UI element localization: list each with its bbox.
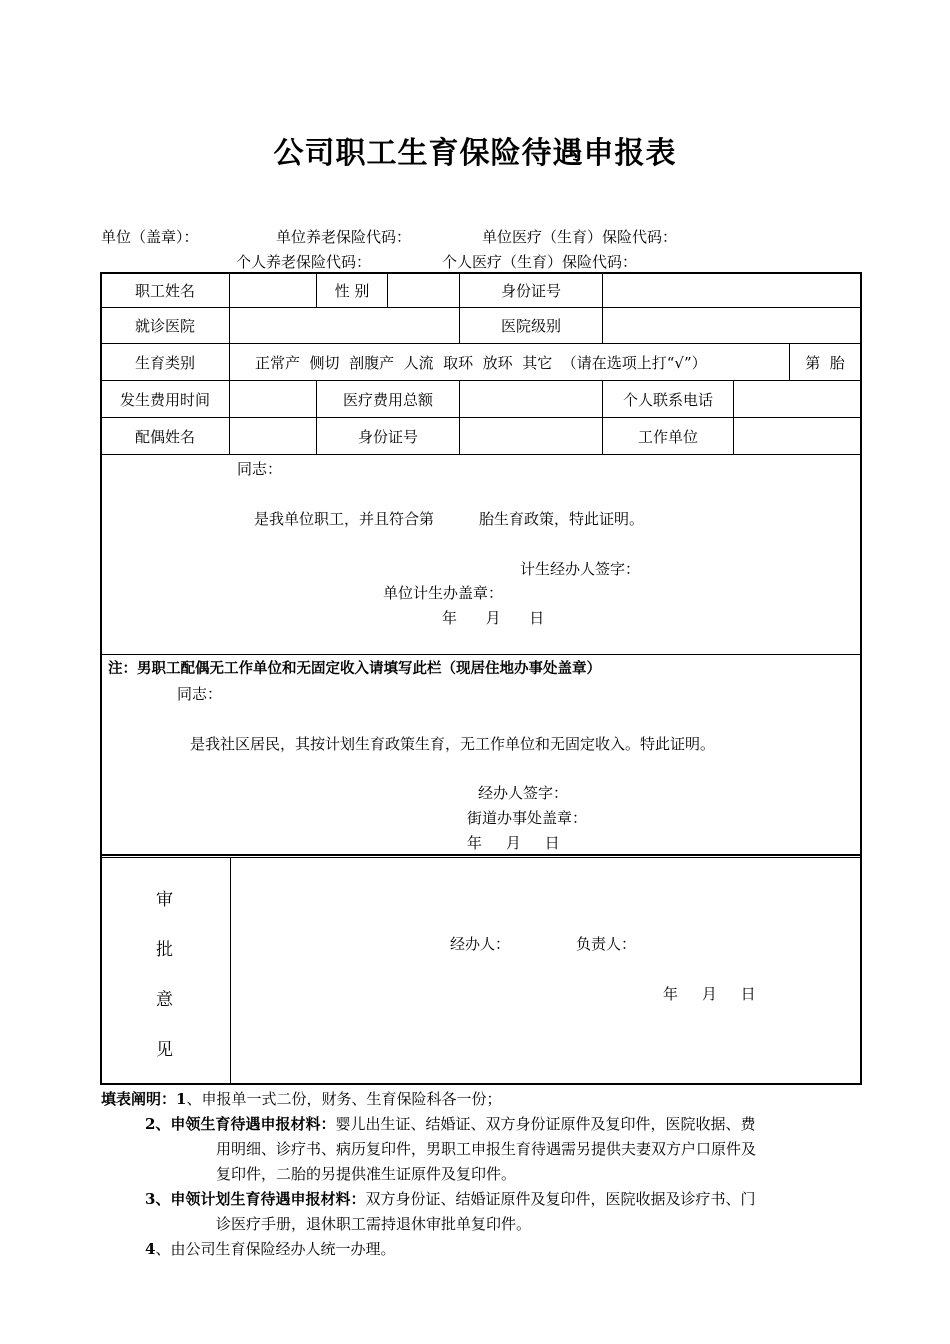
gender-label: 性 别: [334, 281, 370, 300]
work-unit-label: 工作单位: [637, 427, 698, 446]
id-number-label: 身份证号: [500, 281, 561, 300]
cert2-comrade: 同志：: [177, 685, 223, 703]
phone-field[interactable]: [734, 381, 860, 417]
employee-name-label: 职工姓名: [134, 281, 195, 300]
note-3-text-2: 诊医疗手册，退休职工需持退休审批单复印件。: [216, 1215, 532, 1233]
expense-total-field[interactable]: [460, 381, 602, 417]
note-1-text: 、申报单一式二份，财务、生育保险科各一份；: [186, 1090, 502, 1108]
id-number-field[interactable]: [603, 273, 860, 307]
cert1-comrade: 同志：: [237, 460, 283, 478]
approval-date: 年 月 日: [663, 985, 756, 1003]
birth-type-label: 生育类别: [134, 353, 195, 372]
approval-handler: 经办人：: [450, 935, 511, 953]
birth-order-label: 第 胎: [805, 353, 845, 372]
notes-label: 填表阐明：: [101, 1090, 177, 1108]
cert1-unit-seal: 单位计生办盖章：: [383, 584, 504, 602]
cert2-agent-sign: 经办人签字：: [478, 784, 569, 802]
spouse-id-field[interactable]: [460, 418, 602, 454]
note-3-heading: 3、申领计划生育待遇申报材料：: [145, 1190, 366, 1208]
note-2-text-1: 婴儿出生证、结婚证、双方身份证原件及复印件，医院收据、费: [335, 1115, 756, 1133]
approval-char-3: 意: [156, 990, 173, 1010]
cert1-agent-sign: 计生经办人签字：: [520, 560, 641, 578]
note-2-heading: 2、申领生育待遇申报材料：: [145, 1115, 336, 1133]
note-1-number: 1: [176, 1090, 187, 1108]
gender-field[interactable]: [388, 273, 459, 307]
note-4-text: 、由公司生育保险经办人统一办理。: [155, 1240, 396, 1258]
hospital-label: 就诊医院: [134, 317, 195, 335]
spouse-id-label: 身份证号: [357, 427, 418, 446]
note-3-text-1: 双方身份证、结婚证原件及复印件，医院收据及诊疗书、门: [365, 1190, 756, 1208]
personal-pension-code-label: 个人养老保险代码：: [236, 253, 372, 271]
cert2-note: 注：男职工配偶无工作单位和无固定收入请填写此栏（现居住地办事处盖章）: [108, 660, 601, 677]
employee-name-field[interactable]: [230, 273, 316, 307]
hospital-level-field[interactable]: [603, 308, 860, 343]
work-unit-field[interactable]: [734, 418, 860, 454]
spouse-name-label: 配偶姓名: [134, 427, 195, 446]
spouse-name-field[interactable]: [230, 418, 316, 454]
note-2-text-2: 用明细、诊疗书、病历复印件，男职工申报生育待遇需另提供夫妻双方户口原件及: [216, 1140, 757, 1158]
hospital-field[interactable]: [230, 308, 459, 343]
note-4-number: 4: [145, 1240, 156, 1258]
cert2-date: 年 月 日: [467, 834, 560, 852]
expense-time-field[interactable]: [230, 381, 316, 417]
note-2-text-3: 复印件，二胎的另提供准生证原件及复印件。: [216, 1165, 517, 1183]
expense-total-label: 医疗费用总额: [342, 390, 433, 409]
approval-char-4: 见: [156, 1040, 173, 1060]
cert1-date: 年 月 日: [442, 609, 545, 627]
hospital-level-label: 医院级别: [500, 317, 561, 335]
page-title: 公司职工生育保险待遇申报表: [273, 136, 677, 171]
approval-principal: 负责人：: [576, 935, 637, 953]
cert2-body: 是我社区居民，其按计划生育政策生育，无工作单位和无固定收入。特此证明。: [190, 735, 716, 753]
cert1-body-b: 胎生育政策，特此证明。: [479, 510, 645, 528]
birth-type-options[interactable]: 正常产 侧切 剖腹产 人流 取环 放环 其它 （请在选项上打“√”）: [255, 354, 707, 372]
phone-label: 个人联系电话: [622, 390, 713, 409]
expense-time-label: 发生费用时间: [119, 390, 210, 409]
pension-code-label: 单位养老保险代码：: [276, 228, 412, 246]
cert1-body-a: 是我单位职工，并且符合第: [254, 510, 435, 528]
unit-seal-label: 单位（盖章）：: [101, 228, 199, 246]
medical-code-label: 单位医疗（生育）保险代码：: [482, 228, 678, 246]
cert2-street-seal: 街道办事处盖章：: [467, 809, 588, 827]
personal-medical-code-label: 个人医疗（生育）保险代码：: [442, 253, 638, 271]
approval-char-2: 批: [156, 940, 173, 960]
approval-char-1: 审: [156, 890, 173, 910]
